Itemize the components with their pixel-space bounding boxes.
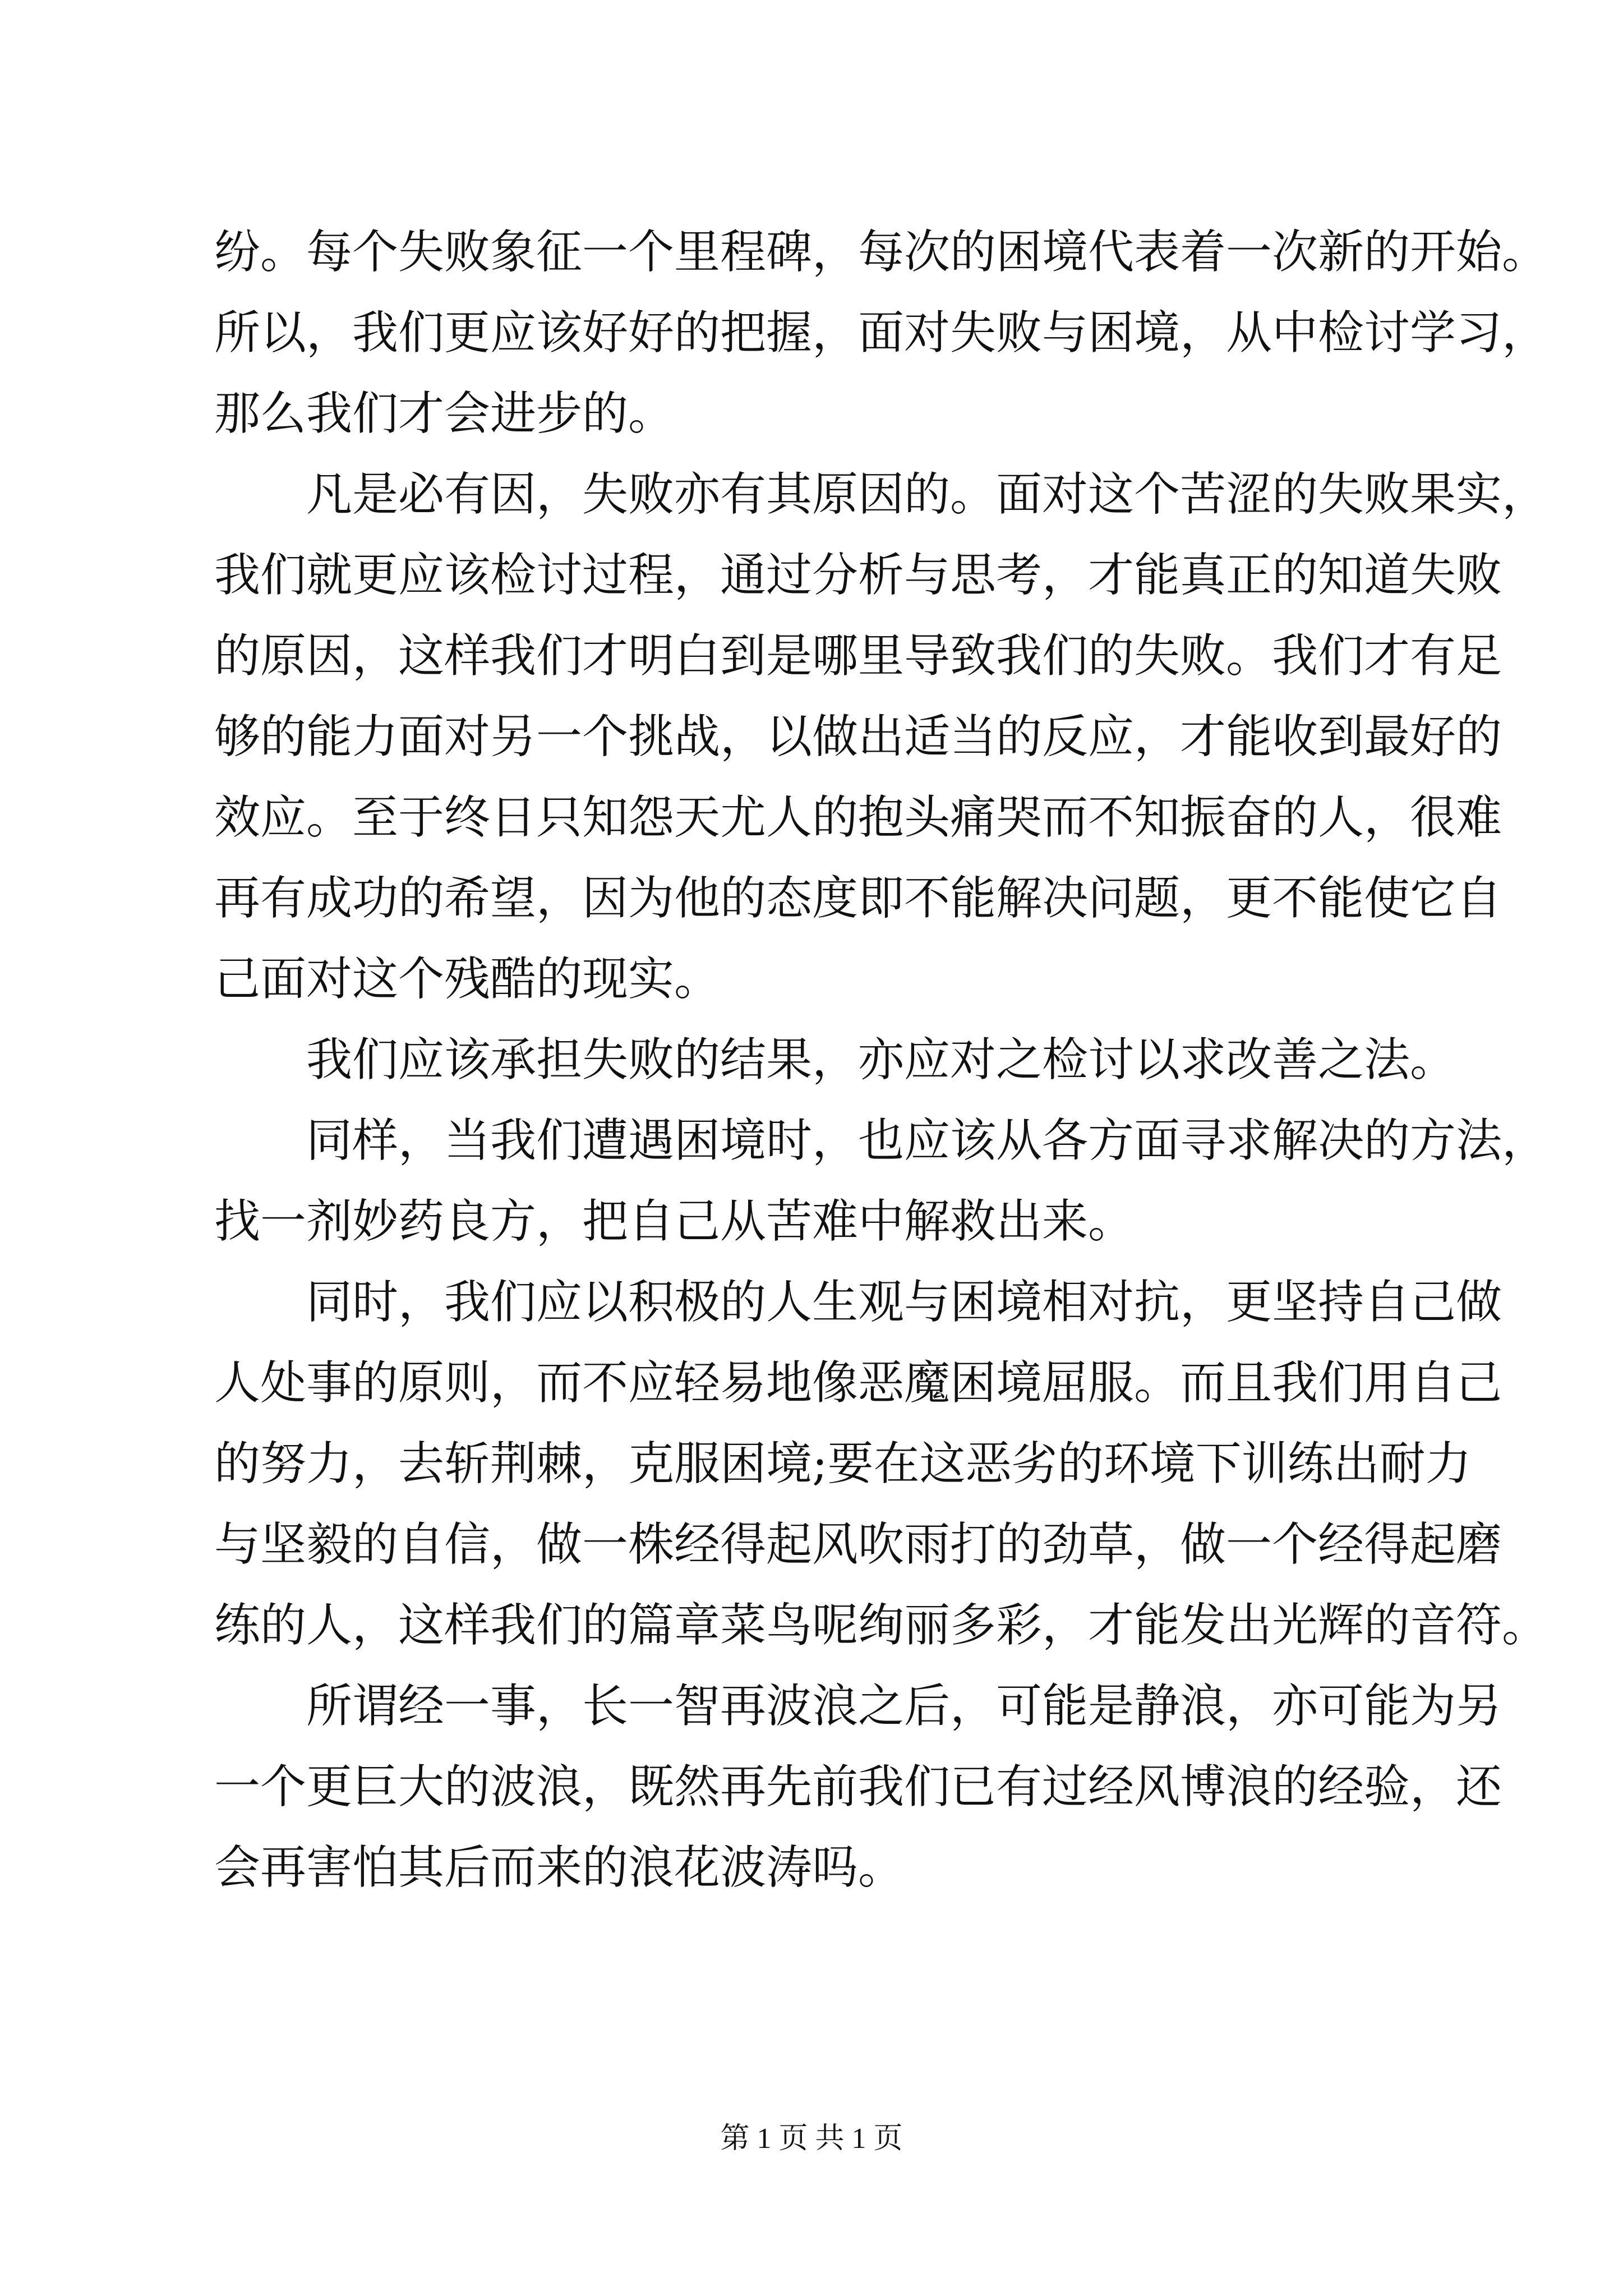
text-line: 凡是必有因，失败亦有其原因的。面对这个苦涩的失败果实， (306, 468, 1548, 521)
page-number-footer: 第 1 页 共 1 页 (720, 2123, 903, 2155)
text-line: 纷。每个失败象征一个里程碑，每次的困境代表着一次新的开始。 (214, 226, 1548, 279)
text-line: 同时，我们应以积极的人生观与困境相对抗，更坚持自己做 (306, 1276, 1502, 1329)
text-line: 己面对这个残酷的现实。 (214, 953, 721, 1006)
text-line: 的努力，去斩荆棘，克服困境;要在这恶劣的环境下训练出耐力 (214, 1437, 1472, 1490)
text-line: 效应。至于终日只知怨天尤人的抱头痛哭而不知振奋的人，很难 (214, 791, 1502, 844)
text-line: 与坚毅的自信，做一株经得起风吹雨打的劲草，做一个经得起磨 (214, 1518, 1502, 1571)
text-line: 一个更巨大的波浪，既然再先前我们已有过经风博浪的经验，还 (214, 1760, 1502, 1814)
document-body (214, 212, 1548, 1908)
text-line: 练的人，这样我们的篇章菜鸟呢绚丽多彩，才能发出光辉的音符。 (214, 1599, 1548, 1652)
text-line: 我们应该承担失败的结果，亦应对之检讨以求改善之法。 (306, 1033, 1456, 1087)
text-line: 再有成功的希望，因为他的态度即不能解决问题，更不能使它自 (214, 872, 1502, 925)
text-line: 那么我们才会进步的。 (214, 387, 675, 440)
text-line: 所谓经一事，长一智再波浪之后，可能是静浪，亦可能为另 (306, 1680, 1502, 1733)
text-line: 人处事的原则，而不应轻易地像恶魔困境屈服。而且我们用自己 (214, 1356, 1502, 1410)
text-line: 所以，我们更应该好好的把握，面对失败与困境，从中检讨学习， (214, 306, 1548, 360)
text-line: 会再害怕其后而来的浪花波涛吗。 (214, 1841, 905, 1894)
text-line: 的原因，这样我们才明白到是哪里导致我们的失败。我们才有足 (214, 629, 1502, 683)
text-line: 够的能力面对另一个挑战，以做出适当的反应，才能收到最好的 (214, 710, 1502, 763)
text-line: 找一剂妙药良方，把自己从苦难中解救出来。 (214, 1195, 1135, 1248)
text-line: 我们就更应该检讨过程，通过分析与思考，才能真正的知道失败 (214, 549, 1502, 602)
text-line: 同样，当我们遭遇困境时，也应该从各方面寻求解决的方法， (306, 1114, 1548, 1167)
